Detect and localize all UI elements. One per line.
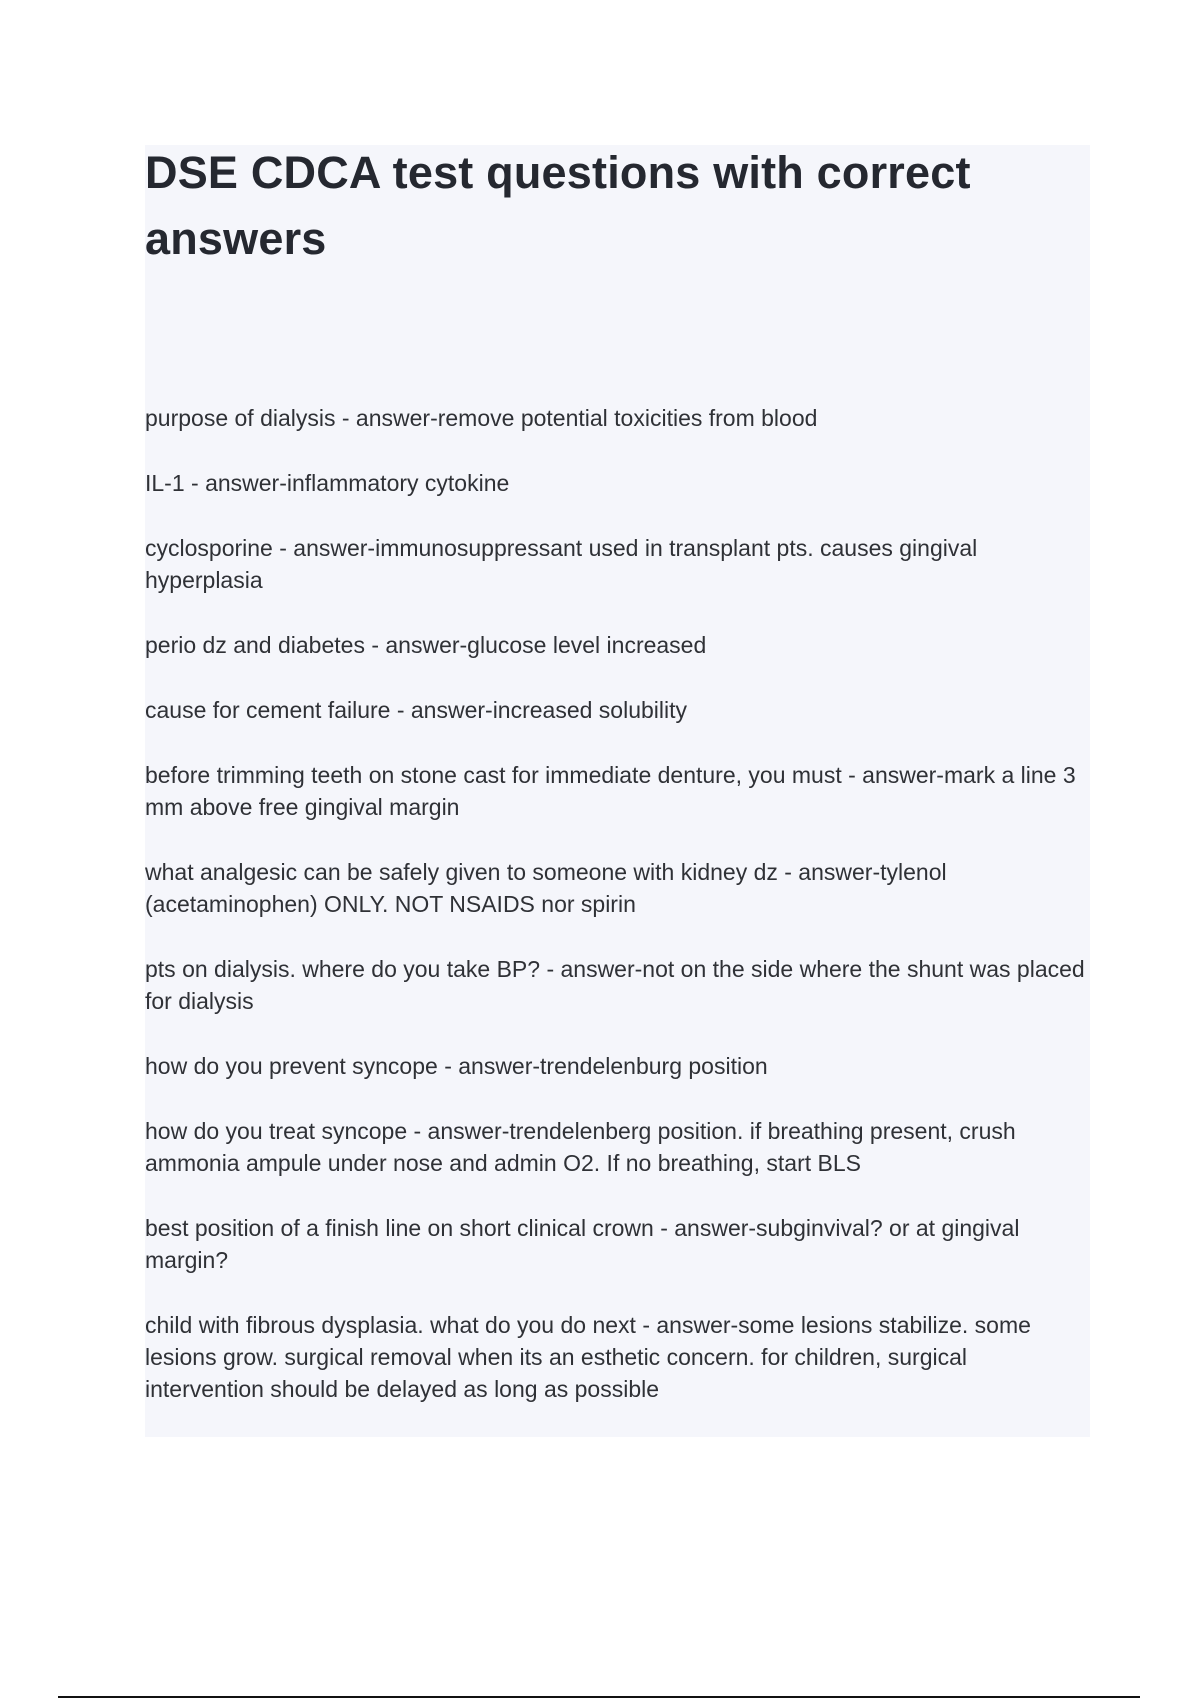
qa-item: child with fibrous dysplasia. what do you do next - answer-some lesions stabilize. some lesions grow. surgical removal when its an esthetic concern. for children, surgical intervention should be delayed as long as possible: [145, 1312, 1031, 1402]
qa-item: cause for cement failure - answer-increased solubility: [145, 697, 688, 723]
footer-divider: [58, 1696, 1140, 1698]
page-title: DSE CDCA test questions with correct answers: [145, 147, 971, 264]
qa-item: pts on dialysis. where do you take BP? - answer-not on the side where the shunt was placed for dialysis: [145, 956, 1085, 1014]
qa-item: how do you treat syncope - answer-trendelenberg position. if breathing present, crush ammonia ampule under nose and admin O2. If no breathing, start BLS: [145, 1118, 1016, 1176]
qa-item: before trimming teeth on stone cast for immediate denture, you must - answer-mark a line 3 mm above free gingival margin: [145, 762, 1076, 820]
qa-item: how do you prevent syncope - answer-trendelenburg position: [145, 1053, 768, 1079]
qa-item: cyclosporine - answer-immunosuppressant used in transplant pts. causes gingival hyperplasia: [145, 535, 978, 593]
qa-item: IL-1 - answer-inflammatory cytokine: [145, 470, 510, 496]
qa-item: perio dz and diabetes - answer-glucose level increased: [145, 632, 707, 658]
qa-item: best position of a finish line on short clinical crown - answer-subginvival? or at gingival margin?: [145, 1215, 1020, 1273]
qa-item: purpose of dialysis - answer-remove potential toxicities from blood: [145, 405, 818, 431]
qa-item: what analgesic can be safely given to someone with kidney dz - answer-tylenol (acetaminophen) ONLY. NOT NSAIDS nor spirin: [145, 859, 947, 917]
qa-list: [145, 402, 1085, 1438]
